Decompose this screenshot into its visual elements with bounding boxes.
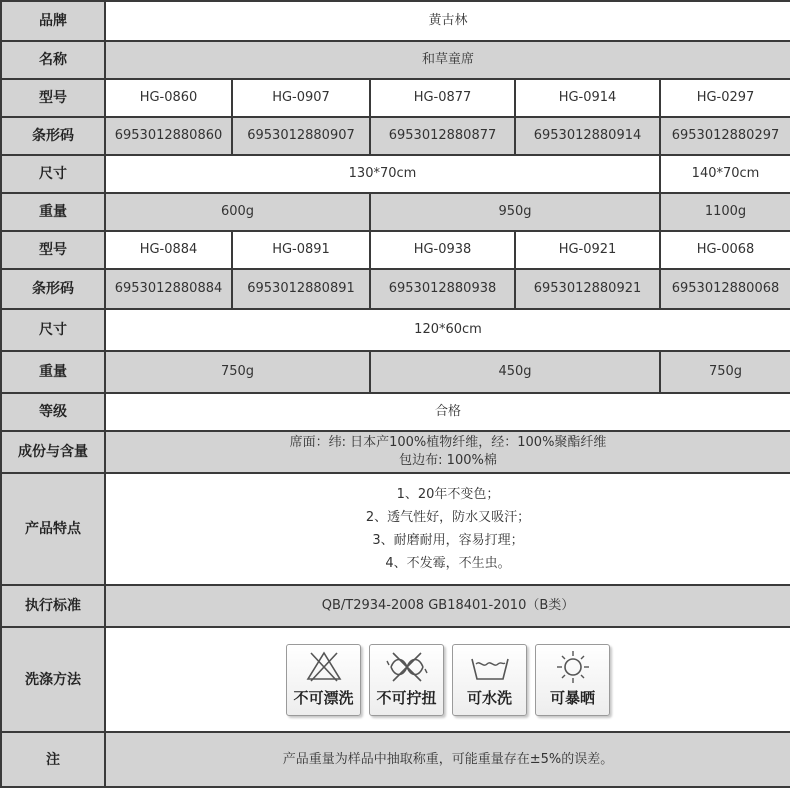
label-size: 尺寸 xyxy=(1,155,105,193)
model-cell: HG-0921 xyxy=(515,231,660,269)
no-bleach-icon xyxy=(302,649,346,685)
model-cell: HG-0297 xyxy=(660,79,790,117)
model-cell: HG-0938 xyxy=(370,231,515,269)
label-features: 产品特点 xyxy=(1,473,105,585)
barcode-cell: 6953012880907 xyxy=(232,117,370,155)
washable-icon xyxy=(468,649,512,685)
label-model: 型号 xyxy=(1,79,105,117)
care-no-bleach xyxy=(286,644,361,716)
value-features xyxy=(105,473,790,585)
value-composition xyxy=(105,431,790,473)
row-barcode-1 xyxy=(1,117,790,155)
composition-line: 包边布: 100%棉 xyxy=(399,453,497,468)
row-features xyxy=(1,473,790,585)
care-label: 不可漂洗 xyxy=(293,688,354,707)
barcode-cell: 6953012880068 xyxy=(660,269,790,309)
label-brand: 品牌 xyxy=(1,1,105,41)
label-standard: 执行标准 xyxy=(1,585,105,627)
label-weight: 重量 xyxy=(1,351,105,393)
label-model: 型号 xyxy=(1,231,105,269)
feature-line: 4、不发霉，不生虫。 xyxy=(385,556,511,571)
feature-line: 3、耐磨耐用，容易打理； xyxy=(372,533,524,548)
care-sun-dry xyxy=(535,644,610,716)
row-size-2 xyxy=(1,309,790,351)
care-label: 可水洗 xyxy=(466,688,512,707)
composition-line: 席面：纬: 日本产100%植物纤维，经：100%聚酯纤维 xyxy=(289,435,607,450)
size-cell: 120*60cm xyxy=(105,309,790,351)
label-weight: 重量 xyxy=(1,193,105,231)
weight-cell: 450g xyxy=(370,351,660,393)
barcode-cell: 6953012880860 xyxy=(105,117,232,155)
row-barcode-2 xyxy=(1,269,790,309)
weight-cell: 750g xyxy=(105,351,370,393)
care-no-wring xyxy=(369,644,444,716)
row-model-1 xyxy=(1,79,790,117)
row-weight-2 xyxy=(1,351,790,393)
label-barcode: 条形码 xyxy=(1,269,105,309)
model-cell: HG-0914 xyxy=(515,79,660,117)
model-cell: HG-0907 xyxy=(232,79,370,117)
row-note xyxy=(1,732,790,787)
care-label: 不可拧扭 xyxy=(376,688,437,707)
row-name xyxy=(1,41,790,79)
label-wash: 洗涤方法 xyxy=(1,627,105,732)
model-cell: HG-0068 xyxy=(660,231,790,269)
model-cell: HG-0884 xyxy=(105,231,232,269)
value-note: 产品重量为样品中抽取称重，可能重量存在±5%的误差。 xyxy=(105,732,790,787)
no-wring-icon xyxy=(385,649,429,685)
row-wash xyxy=(1,627,790,732)
row-brand xyxy=(1,1,790,41)
value-wash xyxy=(105,627,790,732)
weight-cell: 600g xyxy=(105,193,370,231)
model-cell: HG-0860 xyxy=(105,79,232,117)
row-weight-1 xyxy=(1,193,790,231)
row-grade xyxy=(1,393,790,431)
label-size: 尺寸 xyxy=(1,309,105,351)
row-composition xyxy=(1,431,790,473)
model-cell: HG-0877 xyxy=(370,79,515,117)
weight-cell: 750g xyxy=(660,351,790,393)
feature-line: 2、透气性好，防水又吸汗； xyxy=(365,510,531,525)
barcode-cell: 6953012880938 xyxy=(370,269,515,309)
label-composition: 成份与含量 xyxy=(1,431,105,473)
value-name: 和草童席 xyxy=(105,41,790,79)
model-cell: HG-0891 xyxy=(232,231,370,269)
barcode-cell: 6953012880891 xyxy=(232,269,370,309)
label-grade: 等级 xyxy=(1,393,105,431)
feature-line: 1、20年不变色； xyxy=(396,487,500,502)
row-model-2 xyxy=(1,231,790,269)
label-name: 名称 xyxy=(1,41,105,79)
barcode-cell: 6953012880297 xyxy=(660,117,790,155)
size-cell: 130*70cm xyxy=(105,155,660,193)
barcode-cell: 6953012880921 xyxy=(515,269,660,309)
barcode-cell: 6953012880914 xyxy=(515,117,660,155)
weight-cell: 1100g xyxy=(660,193,790,231)
care-washable xyxy=(452,644,527,716)
sun-dry-icon xyxy=(551,649,595,685)
value-grade: 合格 xyxy=(105,393,790,431)
value-standard: QB/T2934-2008 GB18401-2010（B类） xyxy=(105,585,790,627)
label-note: 注 xyxy=(1,732,105,787)
care-label: 可暴晒 xyxy=(549,688,595,707)
row-standard xyxy=(1,585,790,627)
label-barcode: 条形码 xyxy=(1,117,105,155)
size-cell: 140*70cm xyxy=(660,155,790,193)
weight-cell: 950g xyxy=(370,193,660,231)
care-symbols xyxy=(108,644,788,716)
barcode-cell: 6953012880884 xyxy=(105,269,232,309)
value-brand: 黄古林 xyxy=(105,1,790,41)
barcode-cell: 6953012880877 xyxy=(370,117,515,155)
row-size-1 xyxy=(1,155,790,193)
